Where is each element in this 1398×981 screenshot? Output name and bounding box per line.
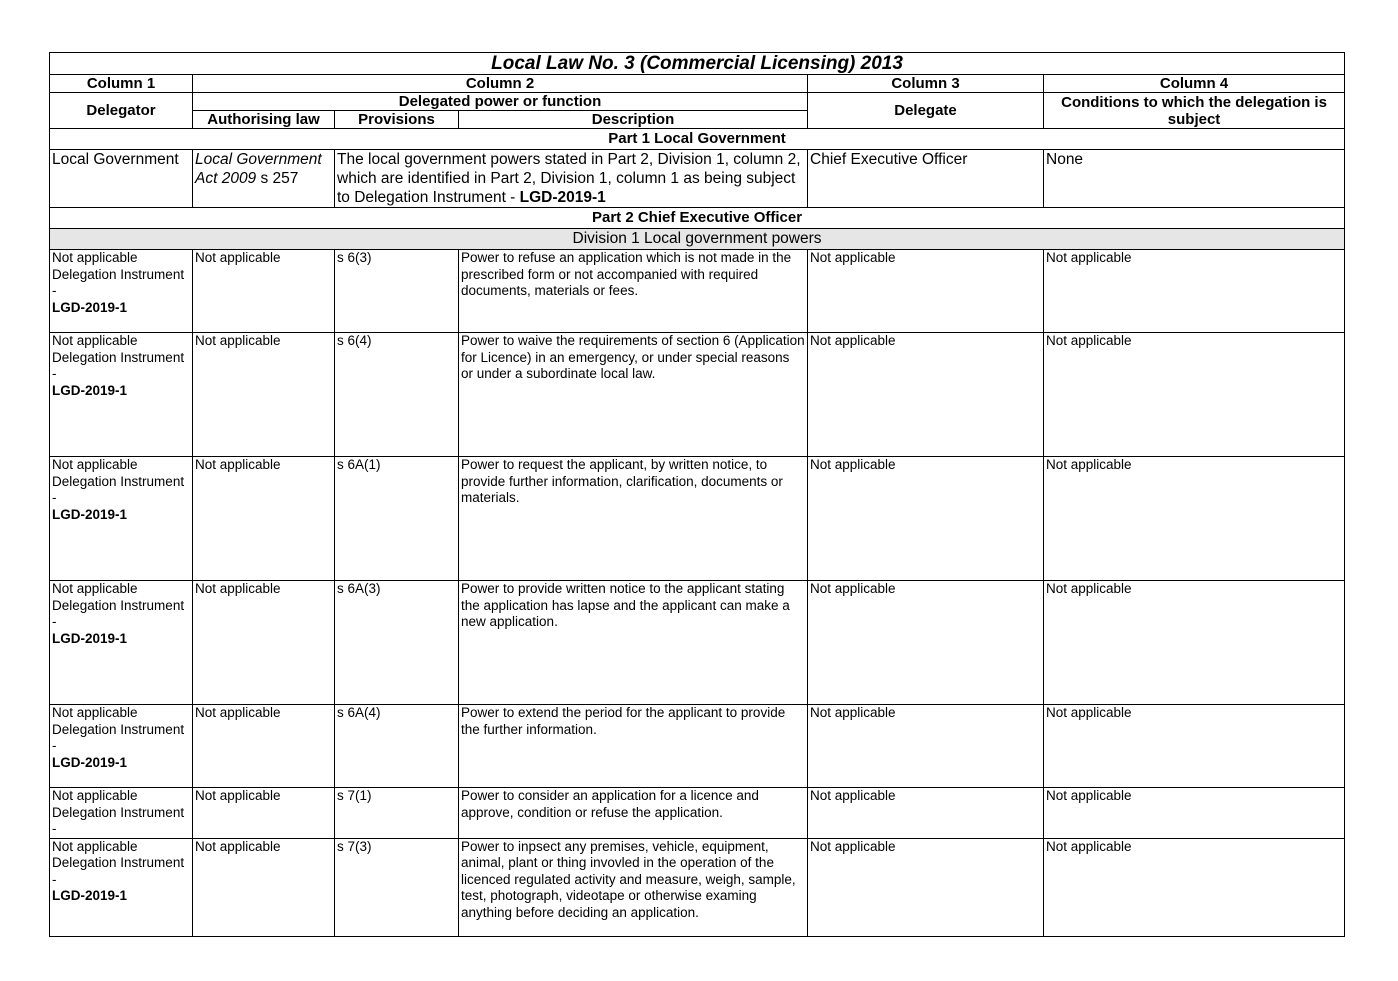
- delegator-cell: [50, 250, 193, 333]
- delegate-cell: Not applicable: [808, 250, 1044, 333]
- delegator-line-2: Delegation Instrument -: [52, 349, 185, 381]
- part-1-description: [335, 150, 808, 208]
- delegator-line-2: Delegation Instrument -: [52, 804, 185, 836]
- column-2-header: Column 2: [193, 75, 808, 93]
- description-header: Description: [459, 111, 808, 129]
- description-cell: Power to refuse an application which is not made in the prescribed form or not accompanied with required documents, materials or fees.: [459, 250, 808, 333]
- provision-cell: s 6(3): [335, 250, 459, 333]
- delegator-cell: [50, 333, 193, 457]
- column-1-header: Column 1: [50, 75, 193, 93]
- authorising-law-cell: Not applicable: [193, 705, 335, 788]
- division-1-heading: Division 1 Local government powers: [50, 229, 1345, 250]
- delegator-line-1: Not applicable: [52, 788, 138, 803]
- part-2-heading-row: [50, 208, 1345, 229]
- delegator-line-1: Not applicable: [52, 705, 138, 720]
- delegator-cell: [50, 457, 193, 581]
- part-1-description-code: LGD-2019-1: [519, 189, 606, 206]
- header-row: [50, 93, 1345, 111]
- delegator-code: LGD-2019-1: [52, 299, 128, 315]
- delegate-cell: Not applicable: [808, 333, 1044, 457]
- provision-cell: s 6A(4): [335, 705, 459, 788]
- delegation-table: [49, 52, 1345, 937]
- title-row: [50, 53, 1345, 75]
- description-cell: Power to waive the requirements of section 6 (Application for Licence) in an emergency, or under special reasons or under a subordinate local law.: [459, 333, 808, 457]
- delegator-line-2: Delegation Instrument -: [52, 266, 185, 298]
- part-1-heading: Part 1 Local Government: [50, 129, 1345, 150]
- conditions-cell: Not applicable: [1044, 838, 1345, 936]
- delegator-line-1: Not applicable: [52, 333, 138, 348]
- division-1-row: [50, 229, 1345, 250]
- delegate-header: Delegate: [808, 93, 1044, 129]
- part-2-heading: Part 2 Chief Executive Officer: [50, 208, 1345, 229]
- delegate-cell: Not applicable: [808, 788, 1044, 839]
- description-cell: Power to extend the period for the applicant to provide the further information.: [459, 705, 808, 788]
- authorising-law-header: Authorising law: [193, 111, 335, 129]
- delegator-line-2: Delegation Instrument -: [52, 721, 185, 753]
- part-1-delegator: Local Government: [50, 150, 193, 208]
- delegator-line-1: Not applicable: [52, 581, 138, 596]
- conditions-cell: Not applicable: [1044, 250, 1345, 333]
- conditions-cell: Not applicable: [1044, 788, 1345, 839]
- table-title: Local Law No. 3 (Commercial Licensing) 2013: [50, 53, 1345, 75]
- delegator-header: Delegator: [50, 93, 193, 129]
- description-cell: Power to consider an application for a licence and approve, condition or refuse the application.: [459, 788, 808, 839]
- delegate-cell: Not applicable: [808, 457, 1044, 581]
- delegator-code: LGD-2019-1: [52, 630, 128, 646]
- delegator-code: LGD-2019-1: [52, 888, 128, 903]
- description-cell: Power to provide written notice to the applicant stating the application has lapse and the applicant can make a new application.: [459, 581, 808, 705]
- delegator-line-2: Delegation Instrument -: [52, 597, 185, 629]
- description-cell: Power to request the applicant, by written notice, to provide further information, clarification, documents or materials.: [459, 457, 808, 581]
- authorising-law-cell: Not applicable: [193, 457, 335, 581]
- table-row: [50, 838, 1345, 936]
- delegator-cell: [50, 705, 193, 788]
- conditions-cell: Not applicable: [1044, 705, 1345, 788]
- part-1-act-section: s 257: [256, 170, 299, 187]
- delegator-line-1: Not applicable: [52, 250, 138, 265]
- conditions-cell: Not applicable: [1044, 457, 1345, 581]
- provision-cell: s 6(4): [335, 333, 459, 457]
- provision-cell: s 7(1): [335, 788, 459, 839]
- table-row: [50, 705, 1345, 788]
- provisions-header: Provisions: [335, 111, 459, 129]
- delegator-line-2: Delegation Instrument -: [52, 855, 185, 887]
- part-1-act-name: Local Government Act 2009: [195, 151, 322, 187]
- delegator-code: LGD-2019-1: [52, 382, 128, 398]
- authorising-law-cell: Not applicable: [193, 788, 335, 839]
- delegator-cell: [50, 788, 193, 839]
- delegator-cell: [50, 581, 193, 705]
- delegator-line-1: Not applicable: [52, 838, 138, 854]
- conditions-header: Conditions to which the delegation is subject: [1044, 93, 1345, 129]
- authorising-law-cell: Not applicable: [193, 333, 335, 457]
- part-1-row: [50, 150, 1345, 208]
- delegator-line-2: Delegation Instrument -: [52, 473, 185, 505]
- delegator-line-1: Not applicable: [52, 457, 138, 472]
- authorising-law-cell: Not applicable: [193, 581, 335, 705]
- table-row: [50, 457, 1345, 581]
- conditions-cell: Not applicable: [1044, 581, 1345, 705]
- delegated-power-header: Delegated power or function: [193, 93, 808, 111]
- part-1-description-text: The local government powers stated in Part 2, Division 1, column 2, which are identified in Part 2, Division 1, column 1 as being subject to Delegation Instrument -: [337, 151, 801, 206]
- provision-cell: s 7(3): [335, 838, 459, 936]
- description-cell: Power to inpsect any premises, vehicle, equipment, animal, plant or thing invovled in the operation of the licenced regulated activity and measure, weigh, sample, test, photograph, videotape or otherwise examing anything before deciding an application.: [459, 838, 808, 936]
- table-row: [50, 333, 1345, 457]
- table-row: [50, 250, 1345, 333]
- delegator-code: LGD-2019-1: [52, 506, 128, 522]
- authorising-law-cell: Not applicable: [193, 838, 335, 936]
- part-1-delegate: Chief Executive Officer: [808, 150, 1044, 208]
- delegate-cell: Not applicable: [808, 581, 1044, 705]
- delegator-code: LGD-2019-1: [52, 754, 128, 770]
- part-1-authorising-law: [193, 150, 335, 208]
- column-number-row: [50, 75, 1345, 93]
- column-3-header: Column 3: [808, 75, 1044, 93]
- delegator-cell: [50, 838, 193, 936]
- conditions-cell: Not applicable: [1044, 333, 1345, 457]
- delegate-cell: Not applicable: [808, 705, 1044, 788]
- part-1-heading-row: [50, 129, 1345, 150]
- provision-cell: s 6A(1): [335, 457, 459, 581]
- table-row: [50, 788, 1345, 839]
- provision-cell: s 6A(3): [335, 581, 459, 705]
- table-row: [50, 581, 1345, 705]
- delegate-cell: Not applicable: [808, 838, 1044, 936]
- column-4-header: Column 4: [1044, 75, 1345, 93]
- authorising-law-cell: Not applicable: [193, 250, 335, 333]
- part-1-conditions: None: [1044, 150, 1345, 208]
